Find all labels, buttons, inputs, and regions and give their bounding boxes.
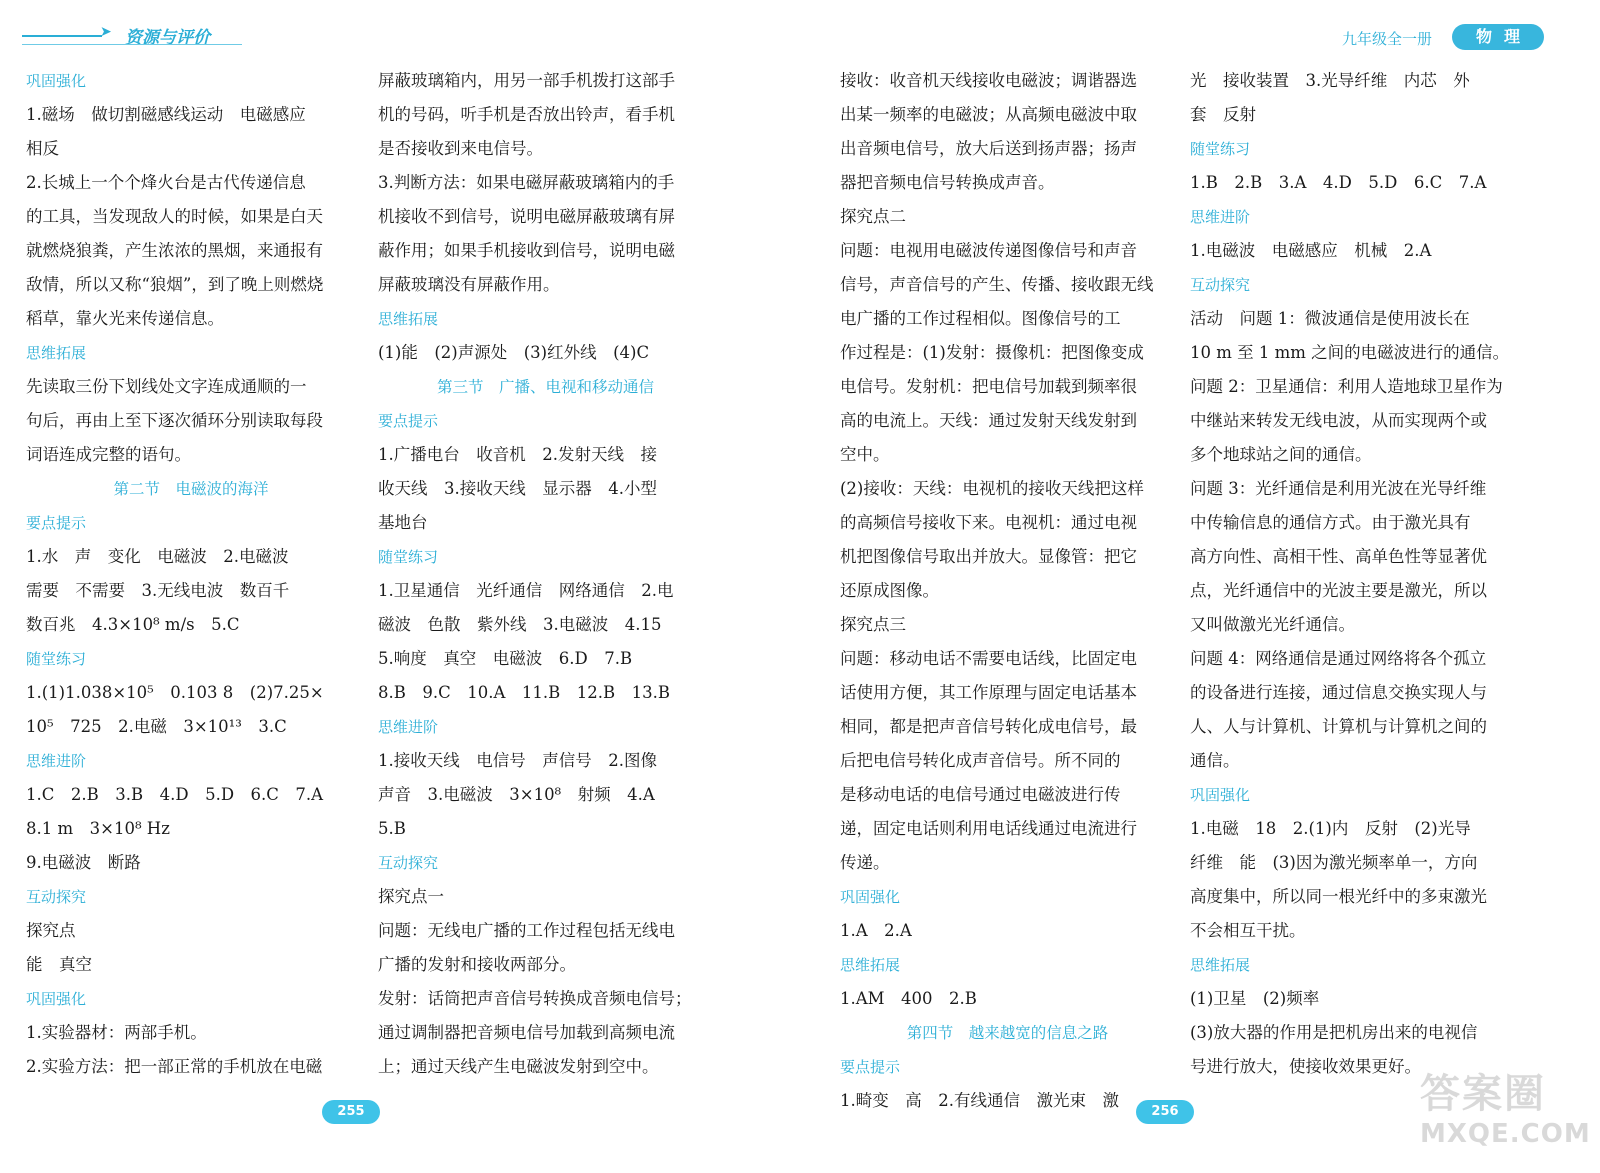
section-heading: 随堂练习 [1190,140,1251,158]
answer-line: 收天线 3.接收天线 显示器 4.小型 [378,479,657,498]
answer-line: 屏蔽玻璃箱内，用另一部手机拨打这部手 [378,71,675,90]
answer-line: 1.磁场 做切割磁感线运动 电磁感应 [26,105,306,124]
chapter-section-title: 第三节 广播、电视和移动通信 [436,378,654,396]
answer-line: 1.广播电台 收音机 2.发射天线 接 [378,445,657,464]
answer-line: 1.卫星通信 光纤通信 网络通信 2.电 [378,581,674,600]
answer-line: 人、人与计算机、计算机与计算机之间的 [1190,717,1487,736]
answer-line: 传递。 [840,853,890,872]
answer-line: 的设备进行连接，通过信息交换实现人与 [1190,683,1487,702]
answer-line: 词语连成完整的语句。 [26,445,191,464]
answer-line: 1.B 2.B 3.A 4.D 5.D 6.C 7.A [1190,173,1487,192]
answer-line: 广播的发射和接收两部分。 [378,955,576,974]
answer-line: (1)卫星 (2)频率 [1190,989,1320,1008]
answer-line: 相同，都是把声音信号转化成电信号，最 [840,717,1137,736]
answer-line: 稻草，靠火光来传递信息。 [26,309,224,328]
answer-line: 多个地球站之间的通信。 [1190,445,1372,464]
answer-line: 数百兆 4.3×10⁸ m/s 5.C [26,615,240,634]
answer-line: 通过调制器把音频电信号加载到高频电流 [378,1023,675,1042]
answer-line: (1)能 (2)声源处 (3)红外线 (4)C [378,343,650,362]
answer-line: 敌情，所以又称“狼烟”，到了晚上则燃烧 [26,275,324,294]
column-4 [1190,64,1540,1084]
answer-line: 探究点三 [840,615,906,634]
answer-line: 需要 不需要 3.无线电波 数百千 [26,581,290,600]
answer-line: 话使用方便，其工作原理与固定电话基本 [840,683,1137,702]
answer-line: 相反 [26,139,59,158]
answer-line: 就燃烧狼粪，产生浓浓的黑烟，来通报有 [26,241,323,260]
answer-line: 还原成图像。 [840,581,939,600]
answer-line: 先读取三份下划线处文字连成通顺的一 [26,377,307,396]
answer-line: 探究点二 [840,207,906,226]
header-rule [22,35,102,37]
answer-line: 器把音频电信号转换成声音。 [840,173,1055,192]
answer-line: 探究点 [26,921,76,940]
answer-line: 1.C 2.B 3.B 4.D 5.D 6.C 7.A [26,785,324,804]
grade-label: 九年级全一册 [1341,30,1432,48]
answer-line: 高的电流上。天线：通过发射天线发射到 [840,411,1137,430]
section-heading: 思维拓展 [378,310,439,328]
answer-line: 基地台 [378,513,428,532]
answer-line: 10⁵ 725 2.电磁 3×10¹³ 3.C [26,717,287,736]
section-heading: 互动探究 [26,888,87,906]
answer-line: 1.A 2.A [840,921,912,940]
watermark [1420,1062,1591,1152]
watermark-logo: 答案圈 [1420,1071,1546,1117]
section-heading: 思维进阶 [26,752,87,770]
answer-line: 出音频电信号，放大后送到扬声器；扬声 [840,139,1137,158]
answer-line: 1.畸变 高 2.有线通信 激光束 激 [840,1091,1119,1110]
answer-line: 问题 3：光纤通信是利用光波在光导纤维 [1190,479,1487,498]
answer-line: 纤维 能 (3)因为激光频率单一，方向 [1190,853,1478,872]
section-heading: 思维拓展 [1190,956,1251,974]
answer-line: 1.(1)1.038×10⁵ 0.103 8 (2)7.25× [26,683,324,702]
answer-line: (2)接收：天线：电视机的接收天线把这样 [840,479,1144,498]
answer-line: 信号，声音信号的产生、传播、接收跟无线 [840,275,1154,294]
answer-line: 活动 问题 1：微波通信是使用波长在 [1190,309,1470,328]
page-number-right: 256 [1136,1100,1194,1124]
answer-line: 问题 4：网络通信是通过网络将各个孤立 [1190,649,1487,668]
answer-line: 5.响度 真空 电磁波 6.D 7.B [378,649,633,668]
answer-line: 机接收不到信号，说明电磁屏蔽玻璃有屏 [378,207,675,226]
answer-line: 高方向性、高相干性、高单色性等显著优 [1190,547,1487,566]
answer-line: 高度集中，所以同一根光纤中的多束激光 [1190,887,1487,906]
watermark-url: MXQE.COM [1420,1119,1591,1149]
section-heading: 思维拓展 [840,956,901,974]
answer-line: 3.判断方法：如果电磁屏蔽玻璃箱内的手 [378,173,675,192]
answer-line: 号进行放大，使接收效果更好。 [1190,1057,1421,1076]
column-2 [378,64,713,1084]
answer-line: 机把图像信号取出并放大。显像管：把它 [840,547,1137,566]
section-heading: 巩固强化 [1190,786,1251,804]
answer-line: 1.接收天线 电信号 声信号 2.图像 [378,751,657,770]
answer-line: 2.长城上一个个烽火台是古代传递信息 [26,173,306,192]
answer-line: 机的号码，听手机是否放出铃声，看手机 [378,105,675,124]
answer-line: 是移动电话的电信号通过电磁波进行传 [840,785,1121,804]
answer-line: 中继站来转发无线电波，从而实现两个或 [1190,411,1487,430]
answer-line: 蔽作用；如果手机接收到信号，说明电磁 [378,241,675,260]
answer-line: 的高频信号接收下来。电视机：通过电视 [840,513,1137,532]
header-underline [22,44,242,45]
answer-line: 电广播的工作过程相似。图像信号的工 [840,309,1121,328]
answer-line: 发射：话筒把声音信号转换成音频电信号； [378,989,692,1008]
answer-line: (3)放大器的作用是把机房出来的电视信 [1190,1023,1478,1042]
section-heading: 随堂练习 [26,650,87,668]
answer-line: 1.AM 400 2.B [840,989,977,1008]
header-right [1304,24,1544,52]
answer-line: 的工具，当发现敌人的时候，如果是白天 [26,207,323,226]
answer-line: 9.电磁波 断路 [26,853,141,872]
answer-line: 电信号。发射机：把电信号加载到频率很 [840,377,1137,396]
answer-line: 通信。 [1190,751,1240,770]
answer-line: 探究点一 [378,887,444,906]
answer-line: 问题 2：卫星通信：利用人造地球卫星作为 [1190,377,1503,396]
section-heading: 巩固强化 [840,888,901,906]
answer-line: 又叫做激光光纤通信。 [1190,615,1355,634]
answer-line: 作过程是：(1)发射：摄像机：把图像变成 [840,343,1144,362]
section-heading: 要点提示 [378,412,439,430]
answer-line: 上；通过天线产生电磁波发射到空中。 [378,1057,659,1076]
answer-line: 中传输信息的通信方式。由于激光具有 [1190,513,1471,532]
answer-line: 问题：电视用电磁波传递图像信号和声音 [840,241,1137,260]
answer-line: 1.电磁波 电磁感应 机械 2.A [1190,241,1432,260]
answer-line: 屏蔽玻璃没有屏蔽作用。 [378,275,560,294]
answer-line: 空中。 [840,445,890,464]
column-3 [840,64,1175,1118]
answer-line: 8.B 9.C 10.A 11.B 12.B 13.B [378,683,670,702]
subject-badge: 物理 [1452,24,1544,50]
answer-line: 5.B [378,819,406,838]
answer-line: 1.实验器材：两部手机。 [26,1023,207,1042]
answer-line: 递，固定电话则利用电话线通过电流进行 [840,819,1137,838]
section-heading: 思维进阶 [378,718,439,736]
answer-line: 后把电信号转化成声音信号。所不同的 [840,751,1121,770]
answer-line: 磁波 色散 紫外线 3.电磁波 4.15 [378,615,662,634]
answer-line: 出某一频率的电磁波；从高频电磁波中取 [840,105,1137,124]
answer-line: 声音 3.电磁波 3×10⁸ 射频 4.A [378,785,655,804]
answer-line: 是否接收到来电信号。 [378,139,543,158]
answer-line: 1.电磁 18 2.(1)内 反射 (2)光导 [1190,819,1471,838]
answer-line: 问题：移动电话不需要电话线，比固定电 [840,649,1137,668]
answer-line: 问题：无线电广播的工作过程包括无线电 [378,921,675,940]
answer-line: 2.实验方法：把一部正常的手机放在电磁 [26,1057,323,1076]
section-heading: 巩固强化 [26,990,87,1008]
chapter-section-title: 第二节 电磁波的海洋 [113,480,269,498]
section-heading: 要点提示 [840,1058,901,1076]
header-left [22,20,242,50]
section-heading: 互动探究 [1190,276,1251,294]
answer-line: 不会相互干扰。 [1190,921,1306,940]
answer-line: 句后，再由上至下逐次循环分别读取每段 [26,411,323,430]
answer-line: 点，光纤通信中的光波主要是激光，所以 [1190,581,1487,600]
section-heading: 思维进阶 [1190,208,1251,226]
answer-line: 套 反射 [1190,105,1256,124]
column-1 [26,64,356,1084]
header-title: 资源与评价 [125,28,210,48]
answer-line: 8.1 m 3×10⁸ Hz [26,819,170,838]
section-heading: 思维拓展 [26,344,87,362]
arrow-icon: ➤ [100,24,112,40]
section-heading: 随堂练习 [378,548,439,566]
answer-line: 能 真空 [26,955,92,974]
answer-line: 10 m 至 1 mm 之间的电磁波进行的通信。 [1190,343,1510,362]
chapter-section-title: 第四节 越来越宽的信息之路 [906,1024,1109,1042]
page-number-left: 255 [322,1100,380,1124]
answer-line: 1.水 声 变化 电磁波 2.电磁波 [26,547,289,566]
section-heading: 要点提示 [26,514,87,532]
answer-line: 光 接收装置 3.光导纤维 内芯 外 [1190,71,1470,90]
section-heading: 巩固强化 [26,72,87,90]
answer-line: 接收：收音机天线接收电磁波；调谐器选 [840,71,1137,90]
section-heading: 互动探究 [378,854,439,872]
